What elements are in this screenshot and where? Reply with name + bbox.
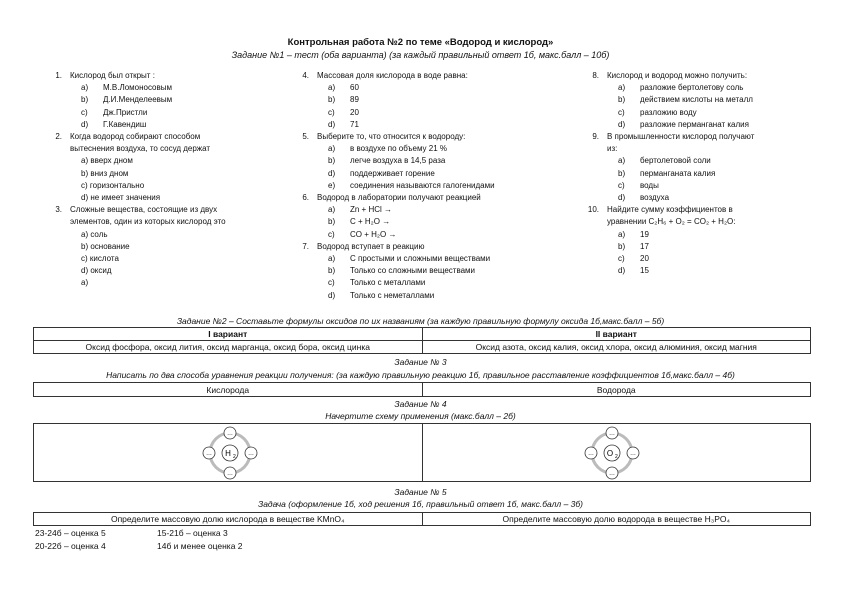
hydrogen-subscript: 2: [233, 454, 236, 460]
option-letter: c): [328, 229, 335, 239]
option-text: c) кислота: [81, 254, 119, 264]
answer-option: [582, 229, 832, 241]
option-letter: e): [328, 180, 336, 190]
task2-table: [33, 327, 811, 354]
answer-option: [45, 192, 295, 204]
option-text: легче воздуха в 14,5 раза: [350, 156, 446, 166]
option-letter: a): [81, 83, 89, 93]
answer-option: [45, 265, 295, 277]
task4-header: Задание № 4: [394, 399, 447, 409]
option-text: Только с неметаллами: [350, 290, 435, 300]
option-text: действием кислоты на металл: [640, 95, 753, 105]
variant-1-heading: I вариант: [34, 328, 423, 341]
question-number: [582, 216, 607, 228]
option-letter: b): [328, 156, 336, 166]
option-letter: d): [618, 119, 626, 129]
question-text: Выберите то, что относится к водороду:: [317, 132, 466, 142]
question-line: [292, 192, 572, 204]
option-text: бертолетовой соли: [640, 156, 711, 166]
task5-right-problem: Определите массовую долю водорода в веществе H₃PO₄: [422, 513, 811, 526]
task5-left-problem: Определите массовую долю кислорода в веществе KMnO₄: [34, 513, 423, 526]
hydrogen-use-left: …: [206, 451, 212, 457]
question-line: [45, 216, 295, 228]
option-text: соединения называются галогенидами: [350, 180, 495, 190]
question-text: Массовая доля кислорода в воде равна:: [317, 71, 468, 80]
question-number: 6.: [302, 193, 309, 203]
answer-option: [292, 143, 572, 155]
hydrogen-use-top: …: [227, 431, 233, 437]
task5-table: [33, 512, 811, 526]
answer-option: [292, 168, 572, 180]
grade-4: 20-22б – оценка 4: [35, 541, 106, 551]
answer-option: [582, 253, 832, 265]
task1-header: Задание №1 – тест (оба варианта) (за каждый правильный ответ 1б, макс.балл – 10б): [231, 50, 610, 60]
task4-table: [33, 423, 811, 482]
option-letter: a): [618, 229, 626, 239]
grade-5: 23-24б – оценка 5: [35, 528, 106, 538]
oxygen-use-top: …: [609, 431, 615, 437]
page-title: Контрольная работа №2 по теме «Водород и кислород»: [287, 37, 554, 48]
option-text: c) горизонтально: [81, 180, 145, 190]
option-text: разложию воду: [640, 107, 697, 117]
question-line: [582, 204, 832, 216]
question-text: Найдите сумму коэффициентов в: [607, 205, 733, 215]
option-letter: d): [328, 290, 336, 300]
variant-1-oxides: Оксид фосфора, оксид лития, оксид марганца, оксид бора, оксид цинка: [34, 341, 423, 354]
answer-option: [45, 107, 295, 119]
question-number: 1.: [55, 71, 62, 80]
option-text: Д.И.Менделеевым: [103, 95, 173, 105]
option-text: М.В.Ломоносовым: [103, 83, 172, 93]
hydrogen-use-bottom: …: [227, 471, 233, 477]
question-text: Водород в лаборатории получают реакцией: [317, 193, 481, 203]
question-text: Когда водород собирают способом: [70, 132, 201, 142]
question-text: Кислород был открыт :: [70, 71, 155, 80]
answer-option: [582, 168, 832, 180]
task3-hydrogen: Водорода: [422, 383, 811, 397]
answer-option: [45, 253, 295, 265]
option-letter: b): [328, 95, 336, 105]
option-letter: b): [328, 266, 336, 276]
question-text: В промышленности кислород получают: [607, 132, 755, 142]
option-text: CO + H₂O →: [350, 229, 397, 239]
answer-option: [292, 229, 572, 241]
option-text: перманганата калия: [640, 168, 716, 178]
question-number: [45, 216, 70, 228]
option-letter: d): [328, 168, 336, 178]
answer-option: [45, 168, 295, 180]
answer-option: [292, 290, 572, 302]
grade-3: 15-21б – оценка 3: [157, 528, 228, 538]
option-letter: d): [328, 119, 336, 129]
questions-column-2: [292, 70, 572, 302]
option-text: в воздухе по объему 21 %: [350, 144, 447, 154]
option-letter: a): [328, 83, 336, 93]
question-line: [45, 70, 295, 82]
oxygen-center: O: [606, 449, 614, 458]
option-text: разложие перманганат калия: [640, 119, 749, 129]
answer-option: [45, 241, 295, 253]
hydrogen-center: H: [225, 449, 231, 458]
option-text: 15: [640, 266, 649, 276]
task2-header: Задание №2 – Составьте формулы оксидов по их названиям (за каждую правильную формулу оксида 1б,макс.балл – 5б): [176, 316, 665, 326]
option-text: 89: [350, 95, 359, 105]
option-letter: b): [618, 168, 626, 178]
question-line: [292, 70, 572, 82]
option-text: Zn + HCl →: [350, 205, 393, 215]
oxygen-use-right: …: [630, 451, 636, 457]
option-text: a) соль: [81, 229, 108, 239]
question-line: [582, 143, 832, 155]
question-line: [45, 131, 295, 143]
option-text: 60: [350, 83, 359, 93]
grading-scale: [35, 527, 243, 553]
question-line: [582, 216, 832, 228]
answer-option: [582, 107, 832, 119]
option-letter: b): [81, 95, 89, 105]
answer-option: [292, 204, 572, 216]
task3-header: Задание № 3: [394, 357, 447, 367]
option-text: воды: [640, 180, 659, 190]
answer-option: [45, 180, 295, 192]
answer-option: [582, 119, 832, 131]
answer-option: [582, 180, 832, 192]
question-line: [45, 143, 295, 155]
option-letter: a): [618, 83, 626, 93]
option-text: воздуха: [640, 193, 670, 203]
task5-text: Задача (оформление 1б, ход решения 1б, правильный ответ 1б, макс.балл – 3б): [257, 499, 583, 509]
grade-2: 14б и менее оценка 2: [157, 541, 243, 551]
answer-option: [292, 265, 572, 277]
answer-option: [582, 265, 832, 277]
option-letter: c): [81, 107, 88, 117]
answer-option: [582, 192, 832, 204]
answer-option: [45, 155, 295, 167]
question-number: 4.: [302, 71, 309, 80]
option-text: 20: [350, 107, 359, 117]
option-text: Только со сложными веществами: [350, 266, 476, 276]
question-text: из:: [607, 144, 618, 154]
answer-option: [45, 82, 295, 94]
option-letter: d): [81, 119, 89, 129]
questions-column-1: [45, 70, 295, 290]
option-text: b) вниз дном: [81, 168, 129, 178]
option-letter: c): [618, 107, 625, 117]
question-text: уравнении C₂H₆ + O₂ = CO₂ + H₂O:: [607, 217, 736, 227]
question-number: [582, 143, 607, 155]
answer-option: [45, 229, 295, 241]
oxygen-scheme: [580, 424, 644, 480]
option-text: Г.Кавендиш: [103, 119, 147, 129]
option-text: 17: [640, 241, 649, 251]
option-text: 20: [640, 254, 649, 264]
answer-option: [292, 107, 572, 119]
answer-option: [45, 119, 295, 131]
option-text: d) оксид: [81, 266, 112, 276]
task3-oxygen: Кислорода: [34, 383, 423, 397]
question-number: 10.: [587, 205, 599, 215]
questions-column-3: [582, 70, 832, 277]
option-letter: c): [328, 278, 335, 288]
option-text: a) вверх дном: [81, 156, 133, 166]
task4-text: Начертите схему применения (макс.балл – 2б): [325, 411, 516, 421]
question-number: 8.: [592, 71, 599, 80]
task5-header: Задание № 5: [394, 487, 447, 497]
question-number: 7.: [302, 241, 309, 251]
option-text: Дж.Пристли: [103, 107, 148, 117]
hydrogen-use-right: …: [248, 451, 254, 457]
option-text: 71: [350, 119, 359, 129]
variant-2-oxides: Оксид азота, оксид калия, оксид хлора, оксид алюминия, оксид магния: [422, 341, 811, 354]
answer-option: [582, 241, 832, 253]
option-letter: a): [328, 205, 336, 215]
task3-table: [33, 382, 811, 397]
answer-option: [292, 277, 572, 289]
question-number: 2.: [55, 132, 62, 142]
answer-option: [292, 155, 572, 167]
answer-option: [45, 94, 295, 106]
answer-option: [45, 277, 295, 289]
option-letter: d): [618, 193, 626, 203]
question-number: [45, 143, 70, 155]
hydrogen-scheme: [198, 424, 262, 480]
question-text: Кислород и водород можно получить:: [607, 71, 748, 80]
oxygen-use-left: …: [588, 451, 594, 457]
question-number: 3.: [55, 205, 62, 215]
question-text: Сложные вещества, состоящие из двух: [70, 205, 218, 215]
question-text: элементов, один из которых кислород это: [70, 217, 226, 227]
question-text: вытеснения воздуха, то сосуд держат: [70, 144, 211, 154]
option-letter: c): [618, 254, 625, 264]
answer-option: [582, 94, 832, 106]
option-letter: b): [328, 217, 336, 227]
option-letter: b): [618, 95, 626, 105]
answer-option: [582, 82, 832, 94]
option-text: 19: [640, 229, 649, 239]
oxygen-subscript: 2: [615, 454, 618, 460]
question-line: [582, 131, 832, 143]
option-text: Только с металлами: [350, 278, 426, 288]
question-number: 5.: [302, 132, 309, 142]
answer-option: [292, 119, 572, 131]
question-line: [45, 204, 295, 216]
option-text: b) основание: [81, 241, 130, 251]
option-text: С простыми и сложными веществами: [350, 254, 491, 264]
variant-2-heading: II вариант: [422, 328, 811, 341]
question-line: [292, 241, 572, 253]
option-text: поддерживает горение: [350, 168, 435, 178]
answer-option: [292, 82, 572, 94]
option-text: d) не имеет значения: [81, 193, 161, 203]
option-letter: b): [618, 241, 626, 251]
option-letter: a): [328, 144, 336, 154]
question-text: Водород вступает в реакцию: [317, 241, 425, 251]
option-text: a): [81, 278, 89, 288]
task3-text: Написать по два способа уравнения реакции получения: (за каждую правильную реакцию 1б, правильное расставление коэффициентов 1б,макс.балл – 4б): [106, 370, 735, 380]
oxygen-use-bottom: …: [609, 471, 615, 477]
question-line: [582, 70, 832, 82]
option-letter: d): [618, 266, 626, 276]
option-letter: a): [618, 156, 626, 166]
answer-option: [292, 216, 572, 228]
answer-option: [292, 253, 572, 265]
question-number: 9.: [592, 132, 599, 142]
question-line: [292, 131, 572, 143]
option-letter: c): [328, 107, 335, 117]
answer-option: [292, 180, 572, 192]
option-text: разложие бертолетову соль: [640, 83, 744, 93]
answer-option: [292, 94, 572, 106]
option-text: C + H₂O →: [350, 217, 391, 227]
answer-option: [582, 155, 832, 167]
option-letter: c): [618, 180, 625, 190]
option-letter: a): [328, 254, 336, 264]
